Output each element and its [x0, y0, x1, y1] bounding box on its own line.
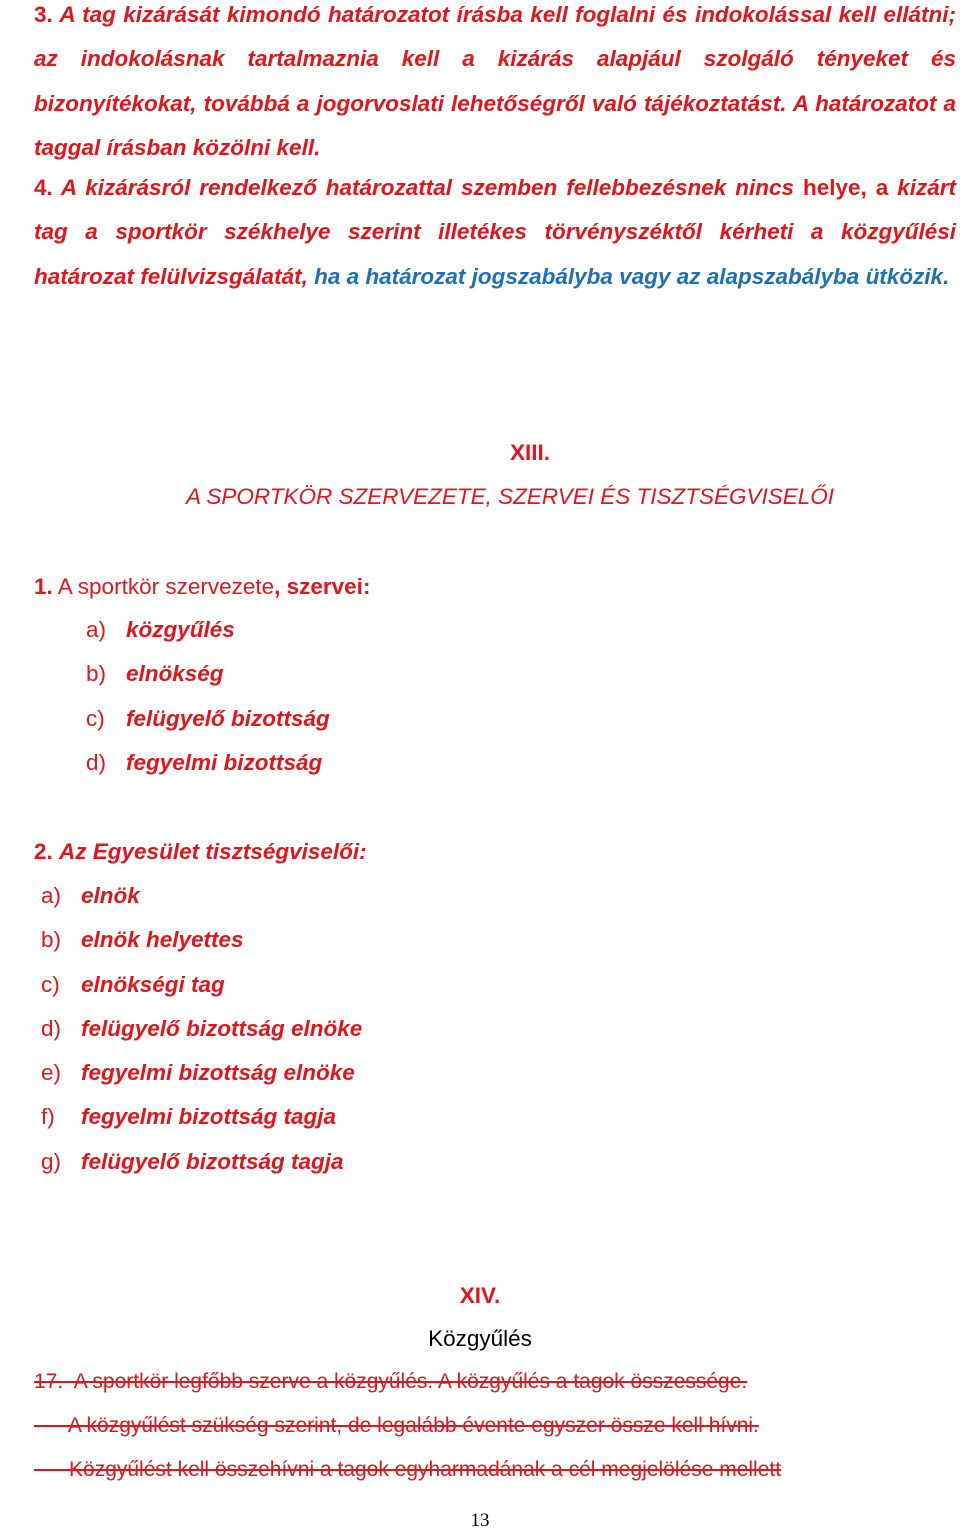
- section-xiv-title: Közgyűlés: [428, 1326, 532, 1351]
- officer-item: [41, 874, 362, 918]
- officer-marker: a): [41, 883, 62, 908]
- organ-marker: a): [86, 617, 107, 642]
- item-1: [34, 565, 370, 609]
- item-1-number: 1.: [34, 574, 53, 599]
- organ-text: fegyelmi bizottság: [126, 749, 323, 775]
- officer-text: felügyelő bizottság tagja: [81, 1148, 344, 1174]
- officer-item: [41, 1140, 362, 1184]
- paragraph-4-text-d: ha a határozat jogszabályba vagy az alapszabályba ütközik.: [314, 263, 950, 289]
- officer-text: elnökségi tag: [81, 971, 225, 997]
- item-2-number: 2.: [34, 839, 53, 864]
- item-1-text-a: A sportkör szervezete: [57, 574, 275, 599]
- officer-marker: e): [41, 1060, 62, 1086]
- item-2-text: Az Egyesület tisztségviselői:: [59, 839, 367, 864]
- organ-item: [86, 741, 330, 785]
- paragraph-3: [34, 0, 956, 171]
- item-1-text-b: , szervei:: [274, 574, 371, 599]
- officer-marker: c): [41, 971, 60, 997]
- organ-text: elnökség: [126, 661, 224, 687]
- officer-item: [41, 1095, 362, 1139]
- organ-item: [86, 608, 330, 652]
- officer-text: elnök: [81, 883, 140, 908]
- officer-item: [41, 1051, 362, 1095]
- struck-line-2: A közgyűlést szükség szerint, de legalább évente egyszer össze kell hívni.: [34, 1414, 759, 1437]
- officer-text: fegyelmi bizottság tagja: [81, 1104, 337, 1130]
- page-number: 13: [470, 1510, 490, 1531]
- officer-marker: g): [41, 1148, 62, 1174]
- organ-marker: d): [86, 749, 107, 775]
- officer-text: fegyelmi bizottság elnöke: [81, 1060, 355, 1086]
- officer-item: [41, 918, 362, 962]
- organ-text: felügyelő bizottság: [126, 705, 330, 731]
- organ-text: közgyűlés: [126, 617, 235, 642]
- paragraph-4-text-a: A kizárásról rendelkező határozattal szemben fellebbezésnek nincs: [60, 175, 795, 200]
- organs-list: [86, 608, 330, 785]
- struck-line-1: 17. A sportkör legfőbb szerve a közgyűlés. A közgyűlés a tagok összessége.: [34, 1370, 748, 1393]
- officer-marker: b): [41, 927, 62, 953]
- officer-text: felügyelő bizottság elnöke: [81, 1015, 363, 1041]
- paragraph-4-number: 4.: [34, 175, 53, 200]
- item-2: [34, 830, 367, 874]
- officer-marker: f): [41, 1104, 55, 1130]
- section-xiii-numeral: XIII.: [509, 440, 550, 465]
- organ-marker: b): [86, 661, 107, 687]
- organ-marker: c): [86, 705, 105, 731]
- paragraph-4: [34, 166, 956, 299]
- section-xiv-numeral: XIV.: [459, 1283, 501, 1308]
- organ-item: [86, 697, 330, 741]
- officer-item: [41, 1007, 362, 1051]
- organ-item: [86, 652, 330, 696]
- paragraph-3-text: A tag kizárását kimondó határozatot írásba kell foglalni és indokolással kell ellátni; az indokolásnak tartalmaznia kell a kizárás alapjául szolgáló tényeket és bizonyítékokat, továbbá a jogorvoslati lehetőségről való tájékoztatást. A határozatot a taggal írásban közölni kell.: [34, 2, 957, 161]
- officers-list: [41, 874, 362, 1184]
- officer-item: [41, 963, 362, 1007]
- paragraph-3-number: 3.: [34, 2, 53, 27]
- section-xiii-title: A SPORTKÖR SZERVEZETE, SZERVEI ÉS TISZTSÉGVISELŐI: [185, 484, 835, 509]
- officer-text: elnök helyettes: [81, 927, 244, 953]
- paragraph-4-text-b: helye, a: [802, 175, 889, 200]
- struck-line-3: Közgyűlést kell összehívni a tagok egyharmadának a cél megjelölése mellett: [34, 1458, 782, 1481]
- officer-marker: d): [41, 1015, 62, 1041]
- paragraph-4-text-c: kizárt tag a sportkör székhelye szerint illetékes törvényszéktől kérheti a közgyűlési határozat felülvizsgálatát,: [34, 175, 956, 289]
